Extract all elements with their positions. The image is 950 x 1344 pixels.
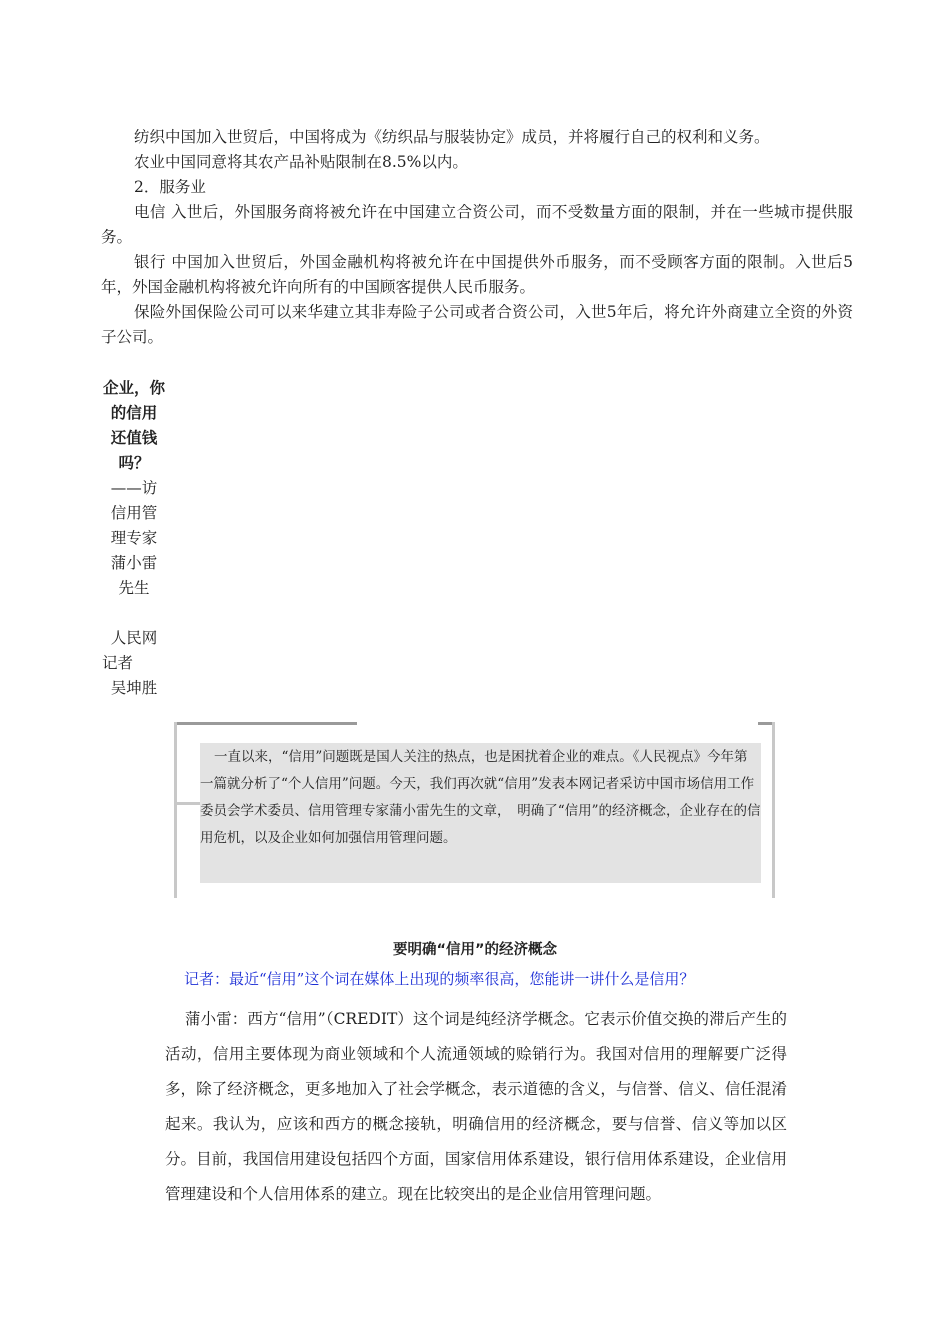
top-section [101,125,853,350]
paragraph-agriculture: 农业中国同意将其农产品补贴限制在8.5%以内。 [134,153,468,171]
title-line: 的信用 [110,404,158,422]
intro-box [174,722,775,898]
interview-question: 记者：最近“信用”这个词在媒体上出现的频率很高，您能讲一讲什么是信用？ [184,970,695,988]
author-line: 记者 [102,654,134,672]
subtitle-line: ——访 [110,479,158,497]
intro-text: 一直以来，“信用”问题既是国人关注的热点，也是困扰着企业的难点。《人民视点》今年第一篇就分析了“个人信用”问题。今天，我们再次就“信用”发表本网记者采访中国市场信用工作委员会学术委员、信用管理专家蒲小雷先生的文章， 明确了“信用”的经济概念，企业存在的信用危机，以及企业如何加强信用管理问题。 [200,749,761,846]
author-line: 吴坤胜 [110,679,158,697]
article-title-sidebar [102,376,166,701]
title-line: 企业，你 [102,379,165,397]
interview-answer [165,1002,787,1212]
paragraph-textile: 纺织中国加入世贸后，中国将成为《纺织品与服装协定》成员，并将履行自己的权利和义务。 [134,128,770,146]
title-line: 吗？ [118,454,150,472]
paragraph-services-heading: 2．服务业 [134,178,206,196]
answer-text: 蒲小雷：西方“信用”（CREDIT）这个词是纯经济学概念。它表示价值交换的滞后产生的活动，信用主要体现为商业领域和个人流通领域的赊销行为。我国对信用的理解要广泛得多，除了经济概念，更多地加入了社会学概念，表示道德的含义，与信誉、信义、信任混淆起来。我认为，应该和西方的概念接轨，明确信用的经济概念，要与信誉、信义等加以区分。目前，我国信用建设包括四个方面，国家信用体系建设，银行信用体系建设，企业信用管理建设和个人信用体系的建立。现在比较突出的是企业信用管理问题。 [165,1010,787,1203]
section-heading: 要明确“信用”的经济概念 [392,942,558,958]
paragraph-insurance: 保险外国保险公司可以来华建立其非寿险子公司或者合资公司，入世5年后，将允许外商建立全资的外资子公司。 [101,303,853,346]
author-line: 人民网 [110,629,158,647]
subtitle-line: 信用管 [110,504,158,522]
paragraph-banking: 银行 中国加入世贸后，外国金融机构将被允许在中国提供外币服务，而不受顾客方面的限制。入世后5年，外国金融机构将被允许向所有的中国顾客提供人民币服务。 [101,253,853,296]
subtitle-line: 蒲小雷 [110,554,158,572]
subtitle-line: 理专家 [110,529,158,547]
paragraph-telecom: 电信 入世后，外国服务商将被允许在中国建立合资公司，而不受数量方面的限制，并在一些城市提供服务。 [101,203,853,246]
title-line: 还值钱 [110,429,158,447]
subtitle-line: 先生 [118,579,150,597]
